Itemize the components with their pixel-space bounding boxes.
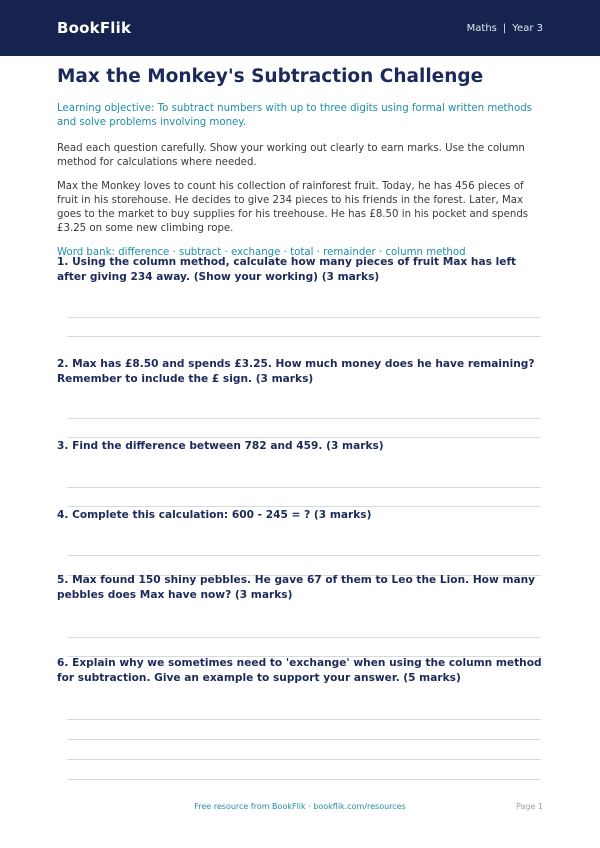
answer-line[interactable] [67, 719, 541, 720]
answer-line[interactable] [67, 759, 541, 760]
answer-line[interactable] [67, 555, 541, 556]
page-number: Page 1 [516, 802, 543, 811]
answer-line[interactable] [67, 637, 541, 638]
question-6: 6. Explain why we sometimes need to 'exchange' when using the column method for subtraction. Give an example to support your answer. (5 marks) [57, 657, 542, 684]
answer-line[interactable] [67, 739, 541, 740]
answer-line[interactable] [67, 487, 541, 488]
page-footer [0, 802, 600, 816]
answer-line[interactable] [67, 779, 541, 780]
year-label: Year 3 [512, 22, 543, 34]
brand-logo: BookFlik [57, 19, 132, 37]
question-3: 3. Find the difference between 782 and 459. (3 marks) [57, 440, 384, 452]
subject-label: Maths [466, 22, 497, 34]
story-paragraph: Max the Monkey loves to count his collection of rainforest fruit. Today, he has 456 pieces of fruit in his storehouse. He decides to give 234 pieces to his friends in the forest. Later, Max goes to the market to buy supplies for his treehouse. He has £8.50 in his pocket and spends £3.25 on some new climbing rope. [57, 181, 529, 234]
answer-line[interactable] [67, 437, 541, 438]
answer-line[interactable] [67, 418, 541, 419]
questions-section [57, 0, 543, 848]
question-1: 1. Using the column method, calculate how many pieces of fruit Max has left after giving 234 away. (Show your working) (3 marks) [57, 256, 517, 283]
question-2: 2. Max has £8.50 and spends £3.25. How much money does he have remaining? Remember to include the £ sign. (3 marks) [57, 358, 535, 385]
question-5: 5. Max found 150 shiny pebbles. He gave 67 of them to Leo the Lion. How many pebbles does Max have now? (3 marks) [57, 574, 536, 601]
page-title: Max the Monkey's Subtraction Challenge [57, 66, 484, 87]
answer-line[interactable] [67, 336, 541, 337]
footer-source: Free resource from BookFlik · bookflik.com/resources [194, 802, 406, 811]
separator: | [502, 22, 507, 34]
question-4: 4. Complete this calculation: 600 - 245 = ? (3 marks) [57, 509, 372, 521]
learning-objective: Learning objective: To subtract numbers with up to three digits using formal written methods and solve problems involving money. [57, 103, 532, 128]
answer-line[interactable] [67, 506, 541, 507]
instructions: Read each question carefully. Show your working out clearly to earn marks. Use the column method for calculations where needed. [57, 143, 525, 168]
answer-line[interactable] [67, 317, 541, 318]
word-bank: Word bank: difference · subtract · exchange · total · remainder · column method [57, 247, 466, 258]
